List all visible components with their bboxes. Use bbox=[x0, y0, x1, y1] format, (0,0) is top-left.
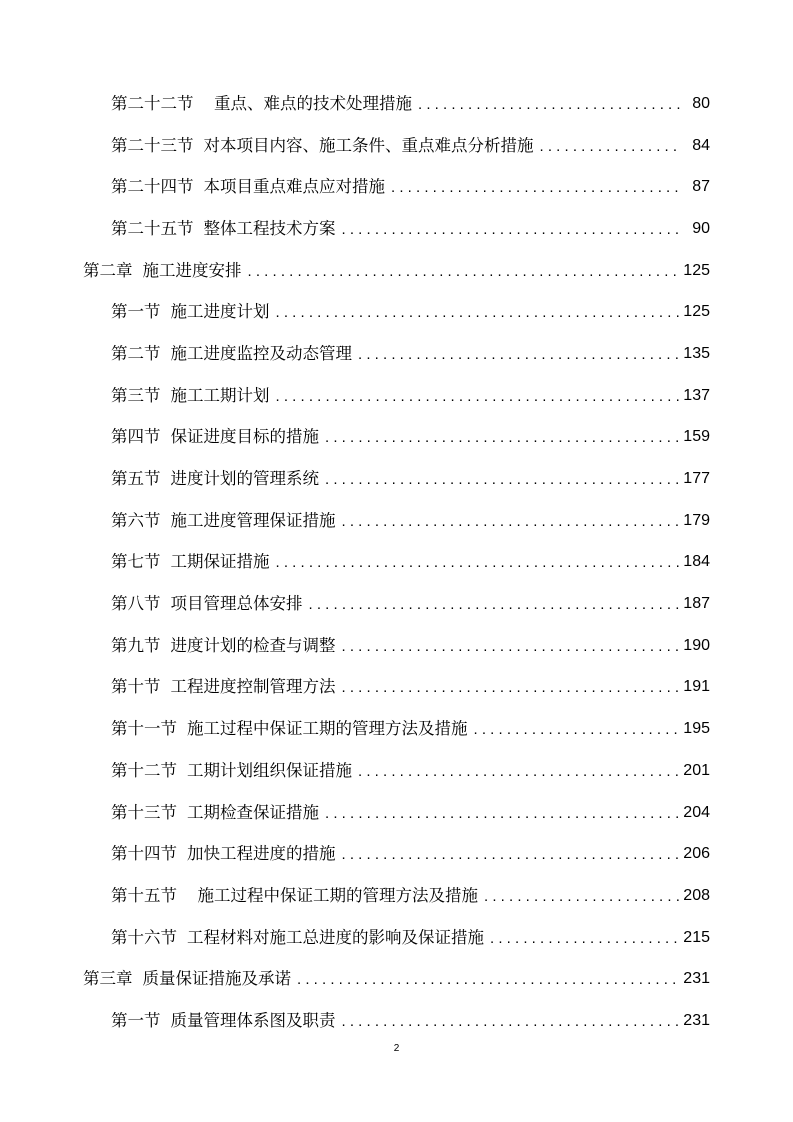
toc-entry-title: 项目管理总体安排 bbox=[170, 594, 303, 614]
toc-entry-title: 工期保证措施 bbox=[170, 552, 270, 572]
toc-entry-page: 125 bbox=[683, 303, 710, 321]
toc-dot-leader bbox=[342, 1011, 680, 1033]
toc-entry-title: 重点、难点的技术处理措施 bbox=[203, 93, 412, 113]
toc-entry-number: 第九节 bbox=[111, 635, 161, 655]
toc-dot-leader bbox=[276, 552, 680, 574]
toc-section-entry[interactable] bbox=[0, 625, 793, 667]
toc-entry-page: 90 bbox=[692, 219, 710, 237]
toc-section-entry[interactable] bbox=[0, 291, 793, 333]
toc-dot-leader bbox=[325, 427, 679, 449]
toc-section-entry[interactable] bbox=[0, 375, 793, 417]
toc-section-entry[interactable] bbox=[0, 667, 793, 709]
toc-entry-number: 第二十四节 bbox=[111, 177, 194, 197]
toc-dot-leader bbox=[325, 469, 679, 491]
toc-dot-leader bbox=[342, 677, 680, 699]
toc-dot-leader bbox=[342, 511, 680, 533]
toc-entry-page: 135 bbox=[683, 344, 710, 362]
toc-entry-title: 加快工程进度的措施 bbox=[187, 844, 336, 864]
toc-entry-title: 施工进度管理保证措施 bbox=[170, 510, 336, 530]
toc-entry-page: 177 bbox=[683, 470, 710, 488]
toc-section-entry[interactable] bbox=[0, 542, 793, 584]
toc-entry-title: 质量管理体系图及职责 bbox=[170, 1010, 336, 1030]
page-number: 2 bbox=[393, 1043, 400, 1054]
toc-entry-number: 第十节 bbox=[111, 677, 161, 697]
toc-entry-title: 进度计划的管理系统 bbox=[170, 469, 319, 489]
toc-entry-page: 125 bbox=[683, 261, 710, 279]
toc-dot-leader bbox=[342, 844, 680, 866]
toc-section-entry[interactable] bbox=[0, 417, 793, 459]
toc-dot-leader bbox=[358, 761, 679, 783]
toc-entry-page: 137 bbox=[683, 386, 710, 404]
table-of-contents bbox=[0, 83, 793, 1042]
toc-entry-number: 第十三节 bbox=[111, 802, 177, 822]
toc-entry-page: 231 bbox=[683, 970, 710, 988]
toc-section-entry[interactable] bbox=[0, 583, 793, 625]
toc-entry-page: 80 bbox=[692, 94, 710, 112]
toc-entry-title: 工程进度控制管理方法 bbox=[170, 677, 336, 697]
toc-entry-title: 整体工程技术方案 bbox=[203, 218, 336, 238]
toc-section-entry[interactable] bbox=[0, 166, 793, 208]
toc-entry-number: 第一节 bbox=[111, 1010, 161, 1030]
toc-entry-page: 179 bbox=[683, 511, 710, 529]
toc-entry-title: 工期计划组织保证措施 bbox=[187, 760, 352, 780]
toc-entry-page: 187 bbox=[683, 595, 710, 613]
toc-entry-title: 施工进度安排 bbox=[142, 260, 242, 280]
toc-entry-number: 第二十二节 bbox=[111, 93, 194, 113]
toc-entry-title: 进度计划的检查与调整 bbox=[170, 635, 336, 655]
toc-entry-number: 第三节 bbox=[111, 385, 161, 405]
toc-entry-title: 施工过程中保证工期的管理方法及措施 bbox=[187, 719, 468, 739]
toc-section-entry[interactable] bbox=[0, 458, 793, 500]
toc-entry-title: 工期检查保证措施 bbox=[187, 802, 319, 822]
toc-section-entry[interactable] bbox=[0, 792, 793, 834]
toc-dot-leader bbox=[358, 344, 679, 366]
toc-section-entry[interactable] bbox=[0, 875, 793, 917]
toc-entry-title: 质量保证措施及承诺 bbox=[142, 969, 291, 989]
toc-entry-title: 保证进度目标的措施 bbox=[170, 427, 319, 447]
toc-dot-leader bbox=[484, 886, 679, 908]
toc-section-entry[interactable] bbox=[0, 500, 793, 542]
toc-entry-number: 第一节 bbox=[111, 302, 161, 322]
toc-dot-leader bbox=[276, 302, 680, 324]
toc-entry-page: 206 bbox=[683, 845, 710, 863]
toc-entry-number: 第五节 bbox=[111, 469, 161, 489]
toc-entry-page: 159 bbox=[683, 428, 710, 446]
toc-entry-number: 第二十三节 bbox=[111, 135, 194, 155]
toc-entry-number: 第七节 bbox=[111, 552, 161, 572]
toc-section-entry[interactable] bbox=[0, 833, 793, 875]
toc-section-entry[interactable] bbox=[0, 333, 793, 375]
toc-section-entry[interactable] bbox=[0, 125, 793, 167]
toc-entry-number: 第十二节 bbox=[111, 760, 177, 780]
toc-section-entry[interactable] bbox=[0, 708, 793, 750]
toc-entry-number: 第八节 bbox=[111, 594, 161, 614]
toc-entry-title: 施工进度计划 bbox=[170, 302, 270, 322]
toc-entry-number: 第二章 bbox=[83, 260, 133, 280]
toc-section-entry[interactable] bbox=[0, 1000, 793, 1042]
toc-dot-leader bbox=[474, 719, 680, 741]
toc-dot-leader bbox=[297, 969, 679, 991]
toc-entry-page: 191 bbox=[683, 678, 710, 696]
toc-entry-number: 第十六节 bbox=[111, 927, 177, 947]
toc-dot-leader bbox=[276, 386, 680, 408]
toc-dot-leader bbox=[490, 928, 679, 950]
toc-chapter-entry[interactable] bbox=[0, 958, 793, 1000]
toc-entry-number: 第十一节 bbox=[111, 719, 177, 739]
toc-section-entry[interactable] bbox=[0, 208, 793, 250]
toc-section-entry[interactable] bbox=[0, 83, 793, 125]
toc-entry-number: 第三章 bbox=[83, 969, 133, 989]
toc-dot-leader bbox=[391, 177, 682, 199]
toc-entry-number: 第二十五节 bbox=[111, 218, 194, 238]
toc-entry-number: 第六节 bbox=[111, 510, 161, 530]
toc-entry-number: 第二节 bbox=[111, 343, 161, 363]
toc-dot-leader bbox=[540, 136, 683, 158]
toc-entry-page: 231 bbox=[683, 1011, 710, 1029]
toc-entry-title: 施工工期计划 bbox=[170, 385, 270, 405]
toc-entry-page: 87 bbox=[692, 178, 710, 196]
toc-entry-page: 208 bbox=[683, 886, 710, 904]
toc-entry-page: 184 bbox=[683, 553, 710, 571]
toc-entry-title: 工程材料对施工总进度的影响及保证措施 bbox=[187, 927, 484, 947]
toc-entry-title: 本项目重点难点应对措施 bbox=[203, 177, 385, 197]
toc-entry-page: 201 bbox=[683, 761, 710, 779]
toc-entry-number: 第十四节 bbox=[111, 844, 177, 864]
toc-dot-leader bbox=[248, 261, 680, 283]
toc-entry-title: 施工过程中保证工期的管理方法及措施 bbox=[187, 885, 478, 905]
toc-dot-leader bbox=[418, 94, 682, 116]
toc-entry-title: 施工进度监控及动态管理 bbox=[170, 343, 352, 363]
toc-entry-page: 204 bbox=[683, 803, 710, 821]
toc-section-entry[interactable] bbox=[0, 917, 793, 959]
toc-entry-page: 195 bbox=[683, 720, 710, 738]
toc-dot-leader bbox=[309, 594, 680, 616]
toc-entry-title: 对本项目内容、施工条件、重点难点分析措施 bbox=[203, 135, 534, 155]
toc-dot-leader bbox=[342, 219, 683, 241]
toc-chapter-entry[interactable] bbox=[0, 250, 793, 292]
toc-section-entry[interactable] bbox=[0, 750, 793, 792]
toc-entry-page: 84 bbox=[692, 136, 710, 154]
toc-entry-page: 215 bbox=[683, 928, 710, 946]
toc-dot-leader bbox=[325, 803, 679, 825]
toc-entry-page: 190 bbox=[683, 636, 710, 654]
toc-dot-leader bbox=[342, 636, 680, 658]
toc-entry-number: 第十五节 bbox=[111, 885, 177, 905]
toc-entry-number: 第四节 bbox=[111, 427, 161, 447]
